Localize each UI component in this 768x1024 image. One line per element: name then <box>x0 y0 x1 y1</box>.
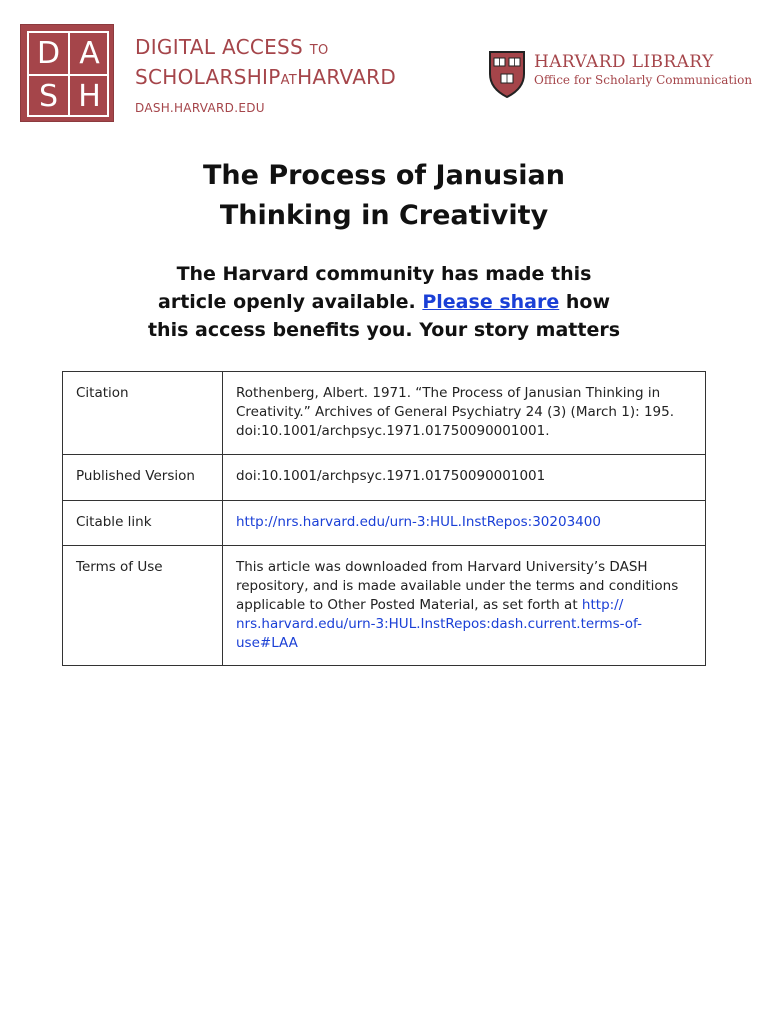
table-row <box>63 546 706 666</box>
metadata-table <box>62 371 706 666</box>
dash-wordmark-text: DIGITAL ACCESS <box>135 35 304 59</box>
citation-text-line: doi:10.1001/archpsyc.1971.01750090001001. <box>236 423 550 439</box>
harvard-library-wordmark <box>534 52 752 89</box>
terms-text-line: repository, and is made available under the terms and conditions <box>236 578 679 594</box>
citable-link-label: Citable link <box>63 501 223 546</box>
dash-wordmark-line1 <box>135 34 396 64</box>
share-message-text: how <box>565 291 610 313</box>
harvard-library-office: Office for Scholarly Communication <box>534 73 753 87</box>
dash-logo <box>20 24 114 122</box>
citation-value <box>223 372 706 455</box>
dash-logo-letter: A <box>79 36 100 71</box>
please-share-link[interactable]: Please share <box>422 291 560 313</box>
terms-text-line <box>236 634 692 653</box>
harvard-shield-icon <box>487 50 527 98</box>
share-message-line: this access benefits you. Your story matters <box>147 319 621 341</box>
article-title <box>0 156 768 236</box>
terms-text-line <box>236 596 692 615</box>
share-message <box>0 260 768 344</box>
table-row <box>63 372 706 455</box>
terms-link-part[interactable]: http:// <box>581 597 624 613</box>
citation-text-line: Rothenberg, Albert. 1971. “The Process of Janusian Thinking in <box>236 385 661 401</box>
dash-logo-grid <box>27 31 109 117</box>
table-row <box>63 455 706 501</box>
dash-wordmark-small: TO <box>309 43 329 58</box>
dash-wordmark-text: SCHOLARSHIP <box>135 65 281 89</box>
dash-wordmark-text: HARVARD <box>297 65 397 89</box>
citable-link-cell <box>223 501 706 546</box>
dash-url[interactable]: DASH.HARVARD.EDU <box>135 101 265 115</box>
share-message-text: article openly available. <box>158 291 416 313</box>
terms-link-part[interactable]: use#LAA <box>236 635 298 651</box>
published-version-label: Published Version <box>63 455 223 501</box>
table-row <box>63 501 706 546</box>
article-title-line: Thinking in Creativity <box>219 200 549 231</box>
dash-logo-letter: S <box>38 79 59 114</box>
terms-text: applicable to Other Posted Material, as set forth at <box>236 597 578 613</box>
dash-logo-letter: H <box>78 79 101 114</box>
citation-label: Citation <box>63 372 223 455</box>
terms-of-use-label: Terms of Use <box>63 546 223 666</box>
dash-logo-letter: D <box>36 36 61 71</box>
terms-link-part[interactable]: nrs.harvard.edu/urn-3:HUL.InstRepos:dash.current.terms-of- <box>236 616 642 632</box>
terms-of-use-value <box>223 546 706 666</box>
share-message-line <box>0 288 768 316</box>
dash-wordmark <box>135 34 396 116</box>
citable-link[interactable]: http://nrs.harvard.edu/urn-3:HUL.InstRepos:30203400 <box>236 514 601 530</box>
dash-wordmark-line2 <box>135 64 396 94</box>
harvard-library-name: HARVARD LIBRARY <box>534 52 714 72</box>
citation-text-line: Creativity.” Archives of General Psychiatry 24 (3) (March 1): 195. <box>236 404 675 420</box>
article-title-line: The Process of Janusian <box>202 160 566 191</box>
terms-text-line <box>236 615 692 634</box>
terms-text-line: This article was downloaded from Harvard University’s DASH <box>236 559 648 575</box>
published-version-value: doi:10.1001/archpsyc.1971.01750090001001 <box>223 455 706 501</box>
share-message-line: The Harvard community has made this <box>176 263 592 285</box>
dash-wordmark-small: AT <box>280 73 298 88</box>
